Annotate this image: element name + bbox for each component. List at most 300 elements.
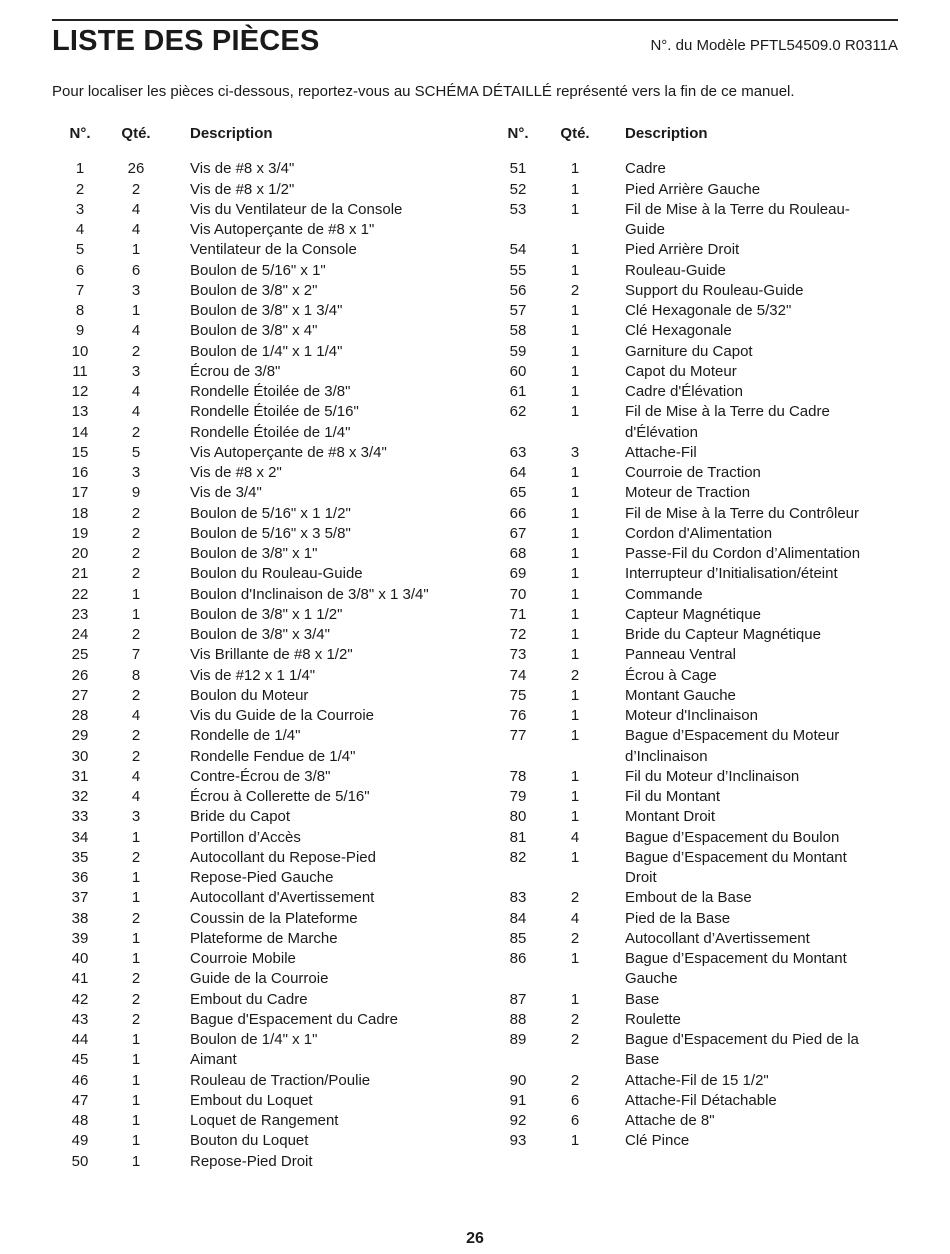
part-number: 30 <box>71 747 89 765</box>
part-number: 79 <box>509 788 527 805</box>
part-number: 27 <box>71 686 89 704</box>
part-description: Rouleau de Traction/Poulie <box>190 1071 371 1089</box>
part-number: 40 <box>71 950 89 967</box>
part-number: 56 <box>509 281 527 299</box>
page-number: 26 <box>466 1230 484 1247</box>
part-description: Ventilateur de la Console <box>190 241 357 259</box>
part-description: Vis Brillante de #8 x 1/2" <box>190 646 353 664</box>
part-row <box>486 524 906 544</box>
part-row <box>52 1152 492 1172</box>
part-number: 52 <box>509 180 527 198</box>
part-number: 36 <box>71 869 89 886</box>
part-quantity: 1 <box>570 808 580 826</box>
part-quantity: 1 <box>570 200 580 218</box>
part-description: Vis du Guide de la Courroie <box>190 707 374 724</box>
part-description: Boulon de 1/4" x 1 1/4" <box>190 342 343 360</box>
part-description: d’Inclinaison <box>625 747 708 765</box>
part-row <box>486 787 906 807</box>
part-number: 8 <box>75 302 85 319</box>
part-quantity: 2 <box>131 686 141 704</box>
part-row <box>486 301 906 321</box>
part-quantity: 1 <box>570 180 580 198</box>
part-description: Garniture du Capot <box>625 342 753 360</box>
part-number: 43 <box>71 1010 89 1028</box>
part-description: Boulon de 5/16" x 1 1/2" <box>190 504 351 522</box>
part-quantity <box>552 747 598 767</box>
part-row <box>52 868 492 888</box>
part-quantity <box>552 868 598 888</box>
part-quantity: 2 <box>570 929 580 947</box>
part-number: 67 <box>509 524 527 542</box>
part-description: Interrupteur d’Initialisation/éteint <box>625 565 838 583</box>
column-header <box>52 124 492 144</box>
part-row <box>52 180 492 200</box>
part-quantity: 2 <box>570 889 580 907</box>
part-description: Attache-Fil de 15 1/2" <box>625 1071 769 1089</box>
part-number: 9 <box>75 322 85 340</box>
part-row <box>52 909 492 929</box>
part-number: 23 <box>71 605 89 623</box>
part-number: 72 <box>509 626 527 643</box>
part-row <box>52 402 492 422</box>
part-number <box>486 969 550 989</box>
part-quantity <box>552 423 598 443</box>
part-quantity: 1 <box>131 1112 141 1129</box>
part-description: Rondelle de 1/4" <box>190 727 301 745</box>
header-quantity: Qté. <box>121 125 151 142</box>
part-number: 73 <box>509 646 527 664</box>
part-quantity: 4 <box>570 828 580 846</box>
part-number: 2 <box>75 180 85 198</box>
part-description: Base <box>625 1051 660 1069</box>
part-row <box>52 645 492 665</box>
part-description: Capteur Magnétique <box>625 605 761 623</box>
part-row <box>486 888 906 908</box>
part-number: 38 <box>71 909 89 927</box>
part-quantity: 1 <box>131 302 141 319</box>
part-row-continuation <box>486 423 906 443</box>
part-row-continuation <box>486 747 906 767</box>
part-description: Moteur d'Inclinaison <box>625 707 758 724</box>
part-row <box>52 261 492 281</box>
part-row-continuation <box>486 220 906 240</box>
part-number: 41 <box>71 970 89 988</box>
part-number: 87 <box>509 990 527 1008</box>
part-description: Pied Arrière Gauche <box>625 180 761 198</box>
part-description: Clé Hexagonale <box>625 322 732 340</box>
part-row <box>52 949 492 969</box>
part-row <box>486 200 906 220</box>
part-quantity: 1 <box>570 848 580 866</box>
part-number: 17 <box>71 484 89 502</box>
part-quantity: 1 <box>570 464 580 481</box>
part-number: 34 <box>71 828 89 846</box>
part-description: Vis Autoperçante de #8 x 1" <box>190 221 375 238</box>
part-description: Boulon de 3/8" x 1 3/4" <box>190 302 343 319</box>
parts-column-left <box>52 124 492 1172</box>
part-row <box>486 666 906 686</box>
part-row <box>486 443 906 463</box>
part-number: 58 <box>509 322 527 340</box>
part-row <box>486 767 906 787</box>
part-number: 33 <box>71 808 89 826</box>
part-row <box>52 1071 492 1091</box>
part-row <box>52 787 492 807</box>
part-number: 83 <box>509 889 527 907</box>
part-description: d'Élévation <box>625 423 698 441</box>
parts-list-right <box>486 159 906 1151</box>
part-number: 76 <box>509 707 527 724</box>
part-row <box>486 483 906 503</box>
part-number: 39 <box>71 929 89 947</box>
part-number: 62 <box>509 403 527 421</box>
part-quantity: 2 <box>131 909 141 927</box>
part-quantity: 1 <box>570 565 580 583</box>
part-quantity <box>552 969 598 989</box>
part-description: Vis de #12 x 1 1/4" <box>190 666 316 684</box>
part-row <box>486 1071 906 1091</box>
part-description: Panneau Ventral <box>625 646 736 664</box>
part-number: 53 <box>509 200 527 218</box>
part-description: Attache-Fil Détachable <box>625 1091 777 1109</box>
part-description: Guide <box>625 221 666 238</box>
part-quantity: 3 <box>131 464 141 481</box>
part-row <box>486 645 906 665</box>
part-description: Clé Hexagonale de 5/32" <box>625 302 792 319</box>
part-description: Repose-Pied Gauche <box>190 869 334 886</box>
part-description: Clé Pince <box>625 1132 690 1150</box>
part-number: 25 <box>71 646 89 664</box>
part-quantity: 4 <box>131 221 141 238</box>
part-quantity: 1 <box>570 1132 580 1150</box>
part-quantity: 2 <box>131 970 141 988</box>
part-description: Boulon du Rouleau-Guide <box>190 565 363 583</box>
part-row <box>486 564 906 584</box>
part-row <box>52 524 492 544</box>
part-number: 45 <box>71 1051 89 1069</box>
part-quantity: 4 <box>131 200 141 218</box>
part-quantity: 1 <box>570 788 580 805</box>
part-quantity: 1 <box>570 302 580 319</box>
part-number: 14 <box>71 423 89 441</box>
part-row <box>52 1091 492 1111</box>
part-description: Plateforme de Marche <box>190 929 338 947</box>
part-number: 69 <box>509 565 527 583</box>
part-description: Vis de 3/4" <box>190 484 262 502</box>
part-quantity: 4 <box>131 322 141 340</box>
part-description: Rondelle Étoilée de 3/8" <box>190 383 351 400</box>
part-row <box>52 382 492 402</box>
part-number: 64 <box>509 464 527 481</box>
part-description: Bague d'Espacement du Cadre <box>190 1010 399 1028</box>
part-quantity: 2 <box>131 565 141 583</box>
part-number: 24 <box>71 626 89 643</box>
part-number: 78 <box>509 767 527 785</box>
part-row <box>486 1010 906 1030</box>
part-description: Commande <box>625 585 703 603</box>
part-description: Vis Autoperçante de #8 x 3/4" <box>190 443 387 461</box>
part-number <box>486 220 550 240</box>
part-description: Embout du Cadre <box>190 990 308 1008</box>
part-number: 42 <box>71 990 89 1008</box>
part-row <box>52 888 492 908</box>
part-number: 15 <box>71 443 89 461</box>
part-description: Rouleau-Guide <box>625 261 726 279</box>
part-number: 50 <box>71 1152 89 1170</box>
part-quantity: 1 <box>570 362 580 380</box>
part-number: 70 <box>509 585 527 603</box>
part-row <box>486 1131 906 1151</box>
part-number: 5 <box>75 241 85 259</box>
part-row <box>486 1030 906 1050</box>
part-description: Vis de #8 x 2" <box>190 464 282 481</box>
part-row <box>52 686 492 706</box>
part-description: Boulon d'Inclinaison de 3/8" x 1 3/4" <box>190 585 429 603</box>
parts-column-right <box>486 124 906 1152</box>
part-row <box>52 301 492 321</box>
part-number: 35 <box>71 848 89 866</box>
part-description: Boulon de 3/8" x 1" <box>190 545 318 562</box>
part-quantity: 1 <box>131 1091 141 1109</box>
part-number: 7 <box>75 281 85 299</box>
part-number: 85 <box>509 929 527 947</box>
part-row <box>52 443 492 463</box>
part-number: 29 <box>71 727 89 745</box>
part-description: Boulon de 3/8" x 1 1/2" <box>190 605 343 623</box>
part-number: 77 <box>509 727 527 745</box>
part-row <box>52 706 492 726</box>
part-quantity: 1 <box>131 1031 141 1048</box>
part-quantity: 1 <box>131 1132 141 1150</box>
part-description: Portillon d’Accès <box>190 828 301 846</box>
part-quantity: 1 <box>570 261 580 279</box>
part-description: Guide de la Courroie <box>190 970 329 988</box>
part-quantity: 2 <box>131 504 141 522</box>
part-quantity: 8 <box>131 666 141 684</box>
part-number: 75 <box>509 686 527 704</box>
part-description: Boulon de 1/4" x 1" <box>190 1031 318 1048</box>
part-row <box>52 200 492 220</box>
part-description: Boulon de 3/8" x 3/4" <box>190 626 330 643</box>
part-row <box>486 990 906 1010</box>
part-quantity: 1 <box>131 889 141 907</box>
part-quantity: 1 <box>131 950 141 967</box>
part-description: Bague d’Espacement du Montant <box>625 848 847 866</box>
part-number: 31 <box>71 767 89 785</box>
part-quantity: 1 <box>570 342 580 360</box>
part-description: Capot du Moteur <box>625 362 737 380</box>
part-description: Bride du Capot <box>190 808 291 826</box>
part-description: Support du Rouleau-Guide <box>625 281 804 299</box>
part-row <box>52 990 492 1010</box>
part-quantity: 2 <box>131 727 141 745</box>
part-number: 49 <box>71 1132 89 1150</box>
part-quantity: 2 <box>131 1010 141 1028</box>
part-row-continuation <box>486 969 906 989</box>
part-row <box>52 929 492 949</box>
part-number: 20 <box>71 545 89 562</box>
part-description: Courroie Mobile <box>190 950 296 967</box>
part-description: Montant Droit <box>625 808 716 826</box>
part-number <box>486 868 550 888</box>
part-quantity: 2 <box>131 524 141 542</box>
part-description: Écrou à Collerette de 5/16" <box>190 788 370 805</box>
part-number: 66 <box>509 504 527 522</box>
part-row <box>486 1111 906 1131</box>
part-number: 88 <box>509 1010 527 1028</box>
part-quantity: 1 <box>570 686 580 704</box>
part-number: 22 <box>71 585 89 603</box>
part-row <box>486 929 906 949</box>
part-number: 55 <box>509 261 527 279</box>
part-description: Roulette <box>625 1010 681 1028</box>
part-description: Vis du Ventilateur de la Console <box>190 200 403 218</box>
part-quantity: 1 <box>570 990 580 1008</box>
part-number: 11 <box>72 362 88 380</box>
part-number: 92 <box>509 1112 527 1129</box>
intro-text: Pour localiser les pièces ci-dessous, reportez-vous au SCHÉMA DÉTAILLÉ représenté vers la fin de ce manuel. <box>52 83 795 100</box>
part-description: Base <box>625 990 660 1008</box>
part-quantity: 1 <box>570 383 580 400</box>
part-row <box>52 625 492 645</box>
part-row <box>52 504 492 524</box>
part-quantity: 1 <box>570 727 580 745</box>
part-row <box>52 666 492 686</box>
part-number: 21 <box>71 565 89 583</box>
part-number: 10 <box>71 342 89 360</box>
part-quantity <box>552 220 598 240</box>
part-quantity: 2 <box>570 1010 580 1028</box>
part-quantity <box>552 1050 598 1070</box>
part-number: 26 <box>71 666 89 684</box>
part-row <box>52 807 492 827</box>
part-row <box>486 828 906 848</box>
part-row <box>486 848 906 868</box>
part-description: Aimant <box>190 1051 237 1069</box>
part-row <box>486 1091 906 1111</box>
part-description: Courroie de Traction <box>625 464 761 481</box>
part-quantity: 2 <box>131 626 141 643</box>
part-description: Boulon de 3/8" x 4" <box>190 322 318 340</box>
part-row <box>486 949 906 969</box>
part-quantity: 2 <box>131 423 141 441</box>
part-quantity: 1 <box>570 504 580 522</box>
part-description: Bouton du Loquet <box>190 1132 309 1150</box>
column-header <box>486 124 906 144</box>
part-row <box>52 281 492 301</box>
part-quantity: 1 <box>570 403 580 421</box>
part-quantity: 1 <box>570 605 580 623</box>
part-quantity: 2 <box>570 666 580 684</box>
part-number: 13 <box>71 403 89 421</box>
part-number: 90 <box>509 1071 527 1089</box>
part-row <box>52 544 492 564</box>
part-description: Vis de #8 x 3/4" <box>190 160 295 178</box>
part-row <box>486 180 906 200</box>
part-row <box>486 382 906 402</box>
part-number: 86 <box>509 950 527 967</box>
part-number: 57 <box>509 302 527 319</box>
part-description: Attache-Fil <box>625 443 697 461</box>
part-row <box>52 848 492 868</box>
part-row <box>52 969 492 989</box>
part-quantity: 1 <box>570 322 580 340</box>
part-number: 61 <box>509 383 527 400</box>
part-description: Cadre <box>625 160 666 178</box>
part-number: 84 <box>509 909 527 927</box>
part-row <box>52 585 492 605</box>
part-description: Rondelle Étoilée de 1/4" <box>190 423 351 441</box>
part-quantity: 2 <box>131 545 141 562</box>
part-number <box>486 1050 550 1070</box>
part-description: Fil de Mise à la Terre du Contrôleur <box>625 504 859 522</box>
part-quantity: 4 <box>131 383 141 400</box>
part-description: Cadre d'Élévation <box>625 383 743 400</box>
part-row <box>52 1111 492 1131</box>
part-row <box>52 463 492 483</box>
part-row <box>486 807 906 827</box>
part-quantity: 1 <box>131 929 141 947</box>
part-number: 80 <box>509 808 527 826</box>
part-row <box>52 564 492 584</box>
part-description: Repose-Pied Droit <box>190 1152 313 1170</box>
part-quantity: 2 <box>570 1031 580 1048</box>
part-quantity: 6 <box>570 1112 580 1129</box>
part-description: Attache de 8" <box>625 1112 715 1129</box>
part-row <box>52 828 492 848</box>
part-number: 54 <box>509 241 527 259</box>
part-description: Montant Gauche <box>625 686 736 704</box>
part-quantity: 3 <box>570 443 580 461</box>
part-quantity: 6 <box>570 1091 580 1109</box>
part-number: 82 <box>509 848 527 866</box>
part-number <box>486 423 550 443</box>
part-quantity: 1 <box>570 707 580 724</box>
part-row <box>52 726 492 746</box>
part-description: Bague d’Espacement du Boulon <box>625 828 840 846</box>
part-number: 48 <box>71 1112 89 1129</box>
part-row <box>486 463 906 483</box>
part-description: Écrou de 3/8" <box>190 362 281 380</box>
part-quantity: 1 <box>570 626 580 643</box>
part-description: Fil de Mise à la Terre du Rouleau- <box>625 200 850 218</box>
part-row <box>52 1010 492 1030</box>
part-row <box>486 402 906 422</box>
part-description: Moteur de Traction <box>625 484 751 502</box>
part-description: Boulon de 5/16" x 3 5/8" <box>190 524 351 542</box>
part-row <box>486 686 906 706</box>
part-description: Pied de la Base <box>625 909 731 927</box>
part-number: 18 <box>71 504 89 522</box>
part-description: Autocollant d’Avertissement <box>625 929 810 947</box>
part-quantity: 4 <box>131 707 141 724</box>
part-quantity: 1 <box>570 950 580 967</box>
part-number: 74 <box>509 666 527 684</box>
top-rule <box>52 19 898 21</box>
part-number: 65 <box>509 484 527 502</box>
part-description: Embout de la Base <box>625 889 752 907</box>
part-number: 37 <box>71 889 89 907</box>
part-number: 1 <box>75 160 85 178</box>
part-quantity: 1 <box>131 1152 141 1170</box>
part-row <box>486 362 906 382</box>
part-quantity: 4 <box>131 403 141 421</box>
part-description: Bague d'Espacement du Pied de la <box>625 1031 859 1048</box>
part-description: Droit <box>625 869 657 886</box>
part-row-continuation <box>486 868 906 888</box>
header-description: Description <box>625 125 708 142</box>
part-quantity: 2 <box>570 281 580 299</box>
